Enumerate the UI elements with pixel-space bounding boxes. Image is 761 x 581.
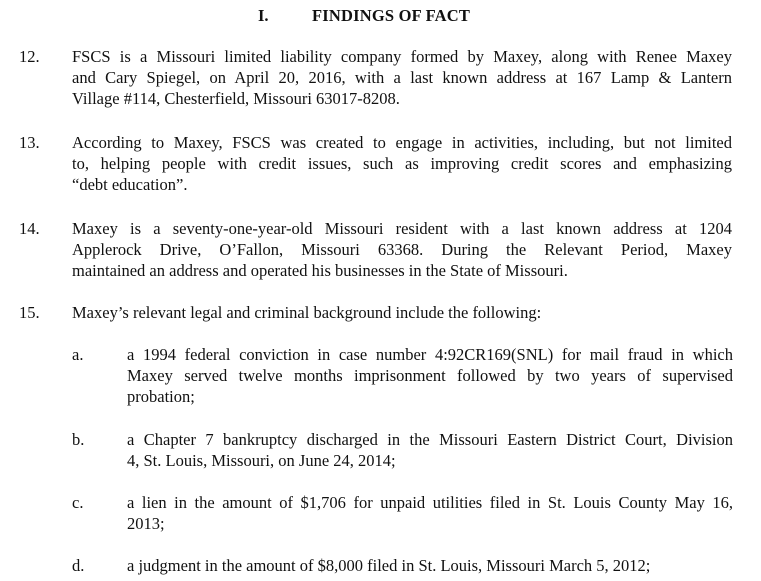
subitem-line: Maxey served twelve months imprisonment followed by two years of supervised xyxy=(127,366,733,385)
paragraph-line: Maxey is a seventy-one-year-old Missouri resident with a last known address at 1204 xyxy=(72,219,732,238)
subitem-text xyxy=(127,344,733,407)
subitem-line: probation; xyxy=(127,387,195,406)
paragraph-number: 14. xyxy=(19,219,40,238)
paragraph-text xyxy=(72,46,732,109)
subitem-letter: d. xyxy=(72,556,85,575)
subitem-line: a 1994 federal conviction in case number 4:92CR169(SNL) for mail fraud in which xyxy=(127,345,733,364)
paragraph-line: Maxey’s relevant legal and criminal background include the following: xyxy=(72,303,542,322)
subitem-line: a lien in the amount of $1,706 for unpaid utilities filed in St. Louis County May 16, xyxy=(127,493,733,512)
section-number: I. xyxy=(258,6,269,25)
subitem-letter: b. xyxy=(72,430,85,449)
subitem-line: 2013; xyxy=(127,514,165,533)
paragraph-line: According to Maxey, FSCS was created to engage in activities, including, but not limited xyxy=(72,133,732,152)
paragraph-number: 15. xyxy=(19,303,40,322)
paragraph-number: 13. xyxy=(19,133,40,152)
subitem-text xyxy=(127,492,733,534)
paragraph-line: maintained an address and operated his businesses in the State of Missouri. xyxy=(72,261,568,280)
subitem-line: a judgment in the amount of $8,000 filed in St. Louis, Missouri March 5, 2012; xyxy=(127,556,651,575)
subitem-text xyxy=(127,555,733,576)
paragraph-line: and Cary Spiegel, on April 20, 2016, with a last known address at 167 Lamp & Lantern xyxy=(72,68,732,87)
paragraph-line: “debt education”. xyxy=(72,175,188,194)
paragraph-line: Village #114, Chesterfield, Missouri 63017-8208. xyxy=(72,89,400,108)
subitem-text xyxy=(127,429,733,471)
paragraph-line: to, helping people with credit issues, such as improving credit scores and emphasizing xyxy=(72,154,732,173)
subitem-letter: a. xyxy=(72,345,84,364)
subitem-letter: c. xyxy=(72,493,84,512)
paragraph-number: 12. xyxy=(19,47,40,66)
paragraph-text xyxy=(72,132,732,195)
paragraph-line: FSCS is a Missouri limited liability company formed by Maxey, along with Renee Maxey xyxy=(72,47,732,66)
paragraph-text xyxy=(72,302,732,323)
paragraph-line: Applerock Drive, O’Fallon, Missouri 63368. During the Relevant Period, Maxey xyxy=(72,240,732,259)
paragraph-text xyxy=(72,218,732,281)
section-heading xyxy=(0,6,761,28)
subitem-line: a Chapter 7 bankruptcy discharged in the Missouri Eastern District Court, Division xyxy=(127,430,733,449)
subitem-line: 4, St. Louis, Missouri, on June 24, 2014; xyxy=(127,451,396,470)
section-title: FINDINGS OF FACT xyxy=(312,6,471,25)
